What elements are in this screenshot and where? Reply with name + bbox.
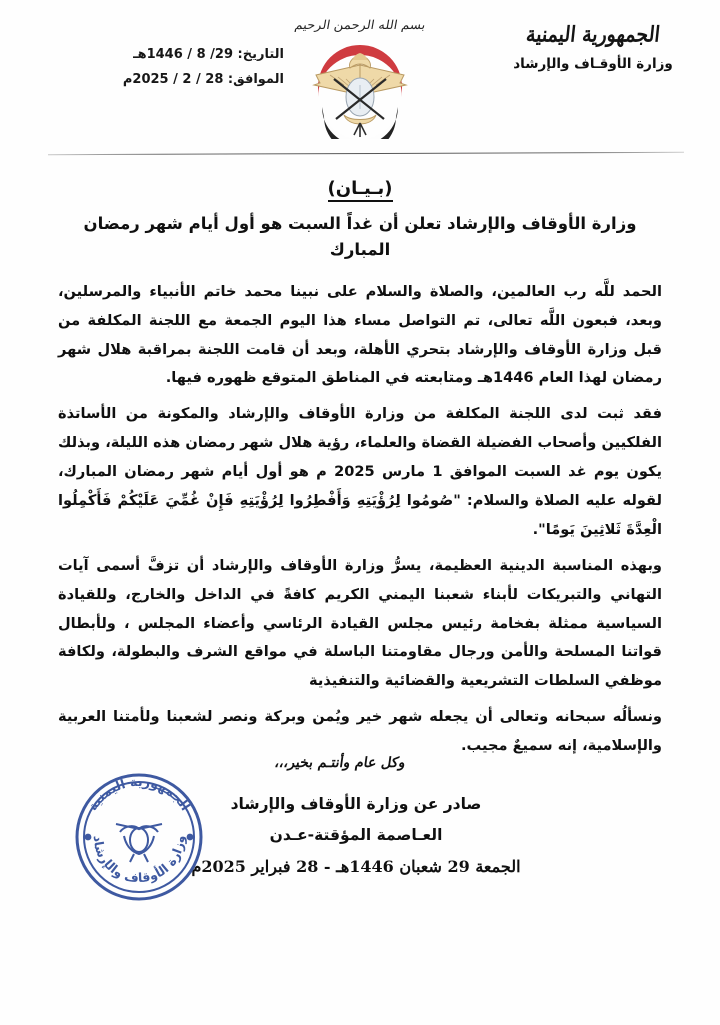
document-header — [0, 0, 720, 140]
emblem-block — [275, 18, 445, 143]
ministry-official-stamp — [68, 766, 210, 908]
gregorian-date-line: الموافق: 28 / 2 / 2025م — [122, 72, 284, 88]
yemen-eagle-emblem — [300, 35, 420, 139]
issued-by-line: صادر عن وزارة الأوقاف والإرشاد — [230, 795, 482, 813]
page-title — [58, 178, 662, 199]
greeting-line: وكل عام وأنتـم بخير،،، — [273, 755, 407, 771]
header-date-block — [34, 42, 284, 93]
document-body — [58, 178, 662, 765]
capital-line: العـاصمة المؤقتة-عـدن — [269, 826, 443, 844]
svg-text:وزارة الأوقاف والإرشاد: وزارة الأوقاف والإرشاد — [90, 835, 188, 886]
ministry-name: وزارة الأوقـاف والإرشاد — [513, 55, 673, 72]
headline: وزارة الأوقاف والإرشاد تعلن أن غداً السبت هو أول أيام شهر رمضان المبارك — [83, 214, 637, 260]
signature-date: الجمعة 29 شعبان 1446هـ - 28 فبراير 2025م — [191, 857, 521, 876]
paragraph-2: فقد ثبت لدى اللجنة المكلفة من وزارة الأوقاف والإرشاد والمكونة من الأساتذة الفلكيين وأصحاب الفضيلة القضاة والعلماء، رؤية هلال شهر رمضان هذه الليلة، وبذلك يكون يوم غد السبت الموافق 1 مارس 2025 م هو أول أيام شهر رمضان المبارك، لقوله عليه الصلاة والسلام: "صُومُوا لِرُؤْيَتِهِ وَأَفْطِرُوا لِرُؤْيَتِهِ فَإِنْ غُمِّيَ عَلَيْكُمْ فَأَكْمِلُوا الْعِدَّةَ ثَلاثِينَ يَومًا". — [58, 405, 662, 538]
republic-title: الجمهورية اليمنية — [524, 22, 662, 48]
paragraph-3: وبهذه المناسبة الدينية العظيمة، يسرُّ وزارة الأوقاف والإرشاد أن تزفَّ أسمى آيات التهاني والتبريكات لأبناء شعبنا اليمني الكريم كافةً في الداخل والخارج، وللقيادة السياسية ممثلة بفخامة رئيس مجلس القيادة الرئاسي وأعضاء المجلس ، ولأبطال قواتنا المسلحة والأمن ورجال مقاومتنا الباسلة في مواقع الشرف والبطولة، ولكافة موظفي السلطات التشريعية والقضائية والتنفيذية — [58, 556, 662, 690]
svg-text:الجمهورية اليمنية: الجمهورية اليمنية — [84, 773, 194, 814]
paragraph-1: الحمد للَّه رب العالمين، والصلاة والسلام على نبينا محمد خاتم الأنبياء والمرسلين، وبعد، فبعون اللَّه تعالى، تم التواصل مساء هذا اليوم الجمعة مع اللجنة المكلفة من قبل وزارة الأوقاف والإرشاد بتحري الأهلة، وبعد أن قامت اللجنة بمراقبة هلال شهر رمضان لهذا العام 1446هـ ومتابعته في المناطق المتوقع ظهوره فيها. — [58, 282, 662, 387]
basmala-calligraphy: بسم الله الرحمن الرحيم — [293, 18, 427, 33]
header-right-block — [488, 24, 698, 72]
header-divider-rule — [48, 152, 684, 155]
hijri-date-line: التاريخ: 29/ 8 / 1446هـ — [133, 47, 284, 62]
page-title-text: (بـيـان) — [328, 178, 393, 202]
paragraph-4: ونسألُه سبحانه وتعالى أن يجعله شهر خير ويُمن وبركة ونصر لشعبنا ولأمتنا العربية والإسلامية، إنه سميعٌ مجيب. — [58, 708, 662, 755]
